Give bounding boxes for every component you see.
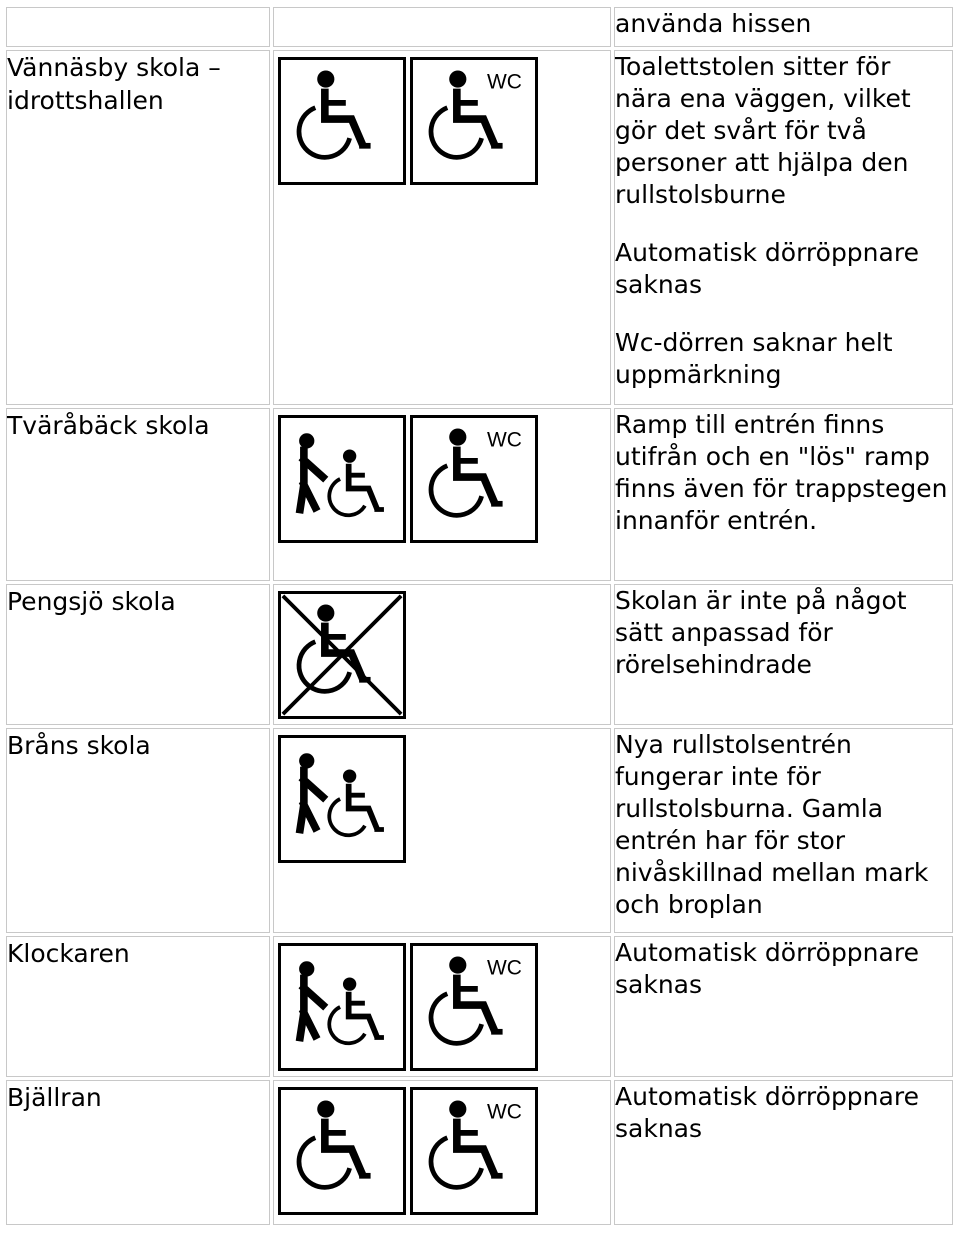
wc-label: WC [487, 70, 522, 94]
not-accessible-icon [278, 591, 406, 719]
note-text: Nya rullstolsentrén fungerar inte för rullstolsburna. Gamla entrén har för stor nivåskillnad mellan mark och broplan [615, 730, 929, 919]
wc-label: WC [487, 1100, 522, 1124]
notes-cell [614, 728, 953, 933]
wheelchair-icon [278, 1087, 406, 1215]
notes-cell [614, 1080, 953, 1225]
school-cell: Vännäsby skola – idrottshallen [6, 50, 270, 405]
school-cell: Tväråbäck skola [6, 408, 270, 581]
table-row [6, 584, 953, 725]
school-cell: Bjällran [6, 1080, 270, 1225]
table-row [6, 408, 953, 581]
notes-cell [614, 936, 953, 1077]
notes-cell [614, 584, 953, 725]
note-text: Wc-dörren saknar helt uppmärkning [615, 328, 893, 389]
wheelchair-icon [278, 57, 406, 185]
wheelchair-wc-icon [410, 1087, 538, 1215]
assisted-wheelchair-icon [278, 943, 406, 1071]
wheelchair-wc-icon [410, 943, 538, 1071]
note-text: Automatisk dörröppnare saknas [615, 1082, 919, 1143]
icon-cell [273, 50, 611, 405]
icon-cell [273, 728, 611, 933]
note-text: Skolan är inte på något sätt anpassad för rörelsehindrade [615, 586, 907, 679]
assisted-wheelchair-icon [278, 735, 406, 863]
icon-cell [273, 7, 611, 47]
table-row [6, 728, 953, 933]
note-text: Toalettstolen sitter för nära ena väggen, vilket gör det svårt för två personer att hjälpa den rullstolsburne [615, 52, 911, 209]
school-cell: Bråns skola [6, 728, 270, 933]
table-row [6, 50, 953, 405]
school-cell: Pengsjö skola [6, 584, 270, 725]
accessibility-table [3, 4, 956, 1228]
icon-cell [273, 408, 611, 581]
wc-label: WC [487, 956, 522, 980]
icon-cell [273, 1080, 611, 1225]
table-row [6, 936, 953, 1077]
table-row [6, 7, 953, 47]
icon-cell [273, 936, 611, 1077]
note-text: Automatisk dörröppnare saknas [615, 238, 919, 299]
wheelchair-wc-icon [410, 57, 538, 185]
notes-cell [614, 408, 953, 581]
note-text: använda hissen [615, 9, 812, 38]
note-text: Automatisk dörröppnare saknas [615, 938, 919, 999]
school-cell [6, 7, 270, 47]
wc-label: WC [487, 428, 522, 452]
assisted-wheelchair-icon [278, 415, 406, 543]
notes-cell [614, 50, 953, 405]
school-cell: Klockaren [6, 936, 270, 1077]
wheelchair-wc-icon [410, 415, 538, 543]
note-text: Ramp till entrén finns utifrån och en "lös" ramp finns även för trappstegen innanför entrén. [615, 410, 948, 535]
table-row [6, 1080, 953, 1225]
notes-cell [614, 7, 953, 47]
icon-cell [273, 584, 611, 725]
